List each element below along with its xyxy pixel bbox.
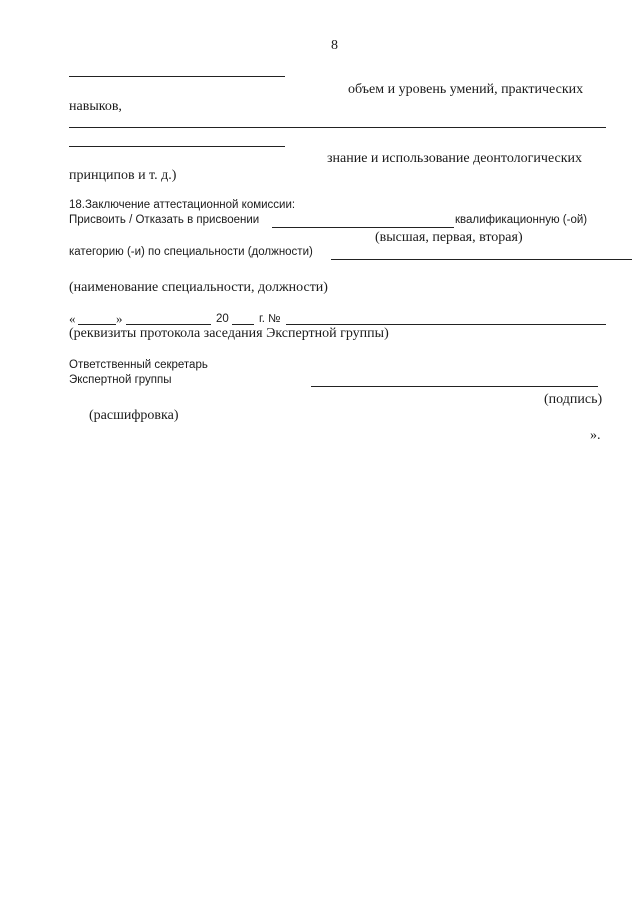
skills-caption: объем и уровень умений, практических [348, 82, 584, 97]
qualification-text: квалификационную (-ой) [455, 214, 588, 226]
protocol-number-fill-line [286, 324, 606, 325]
category-by-specialty: категорию (-и) по специальности (должности) [69, 246, 313, 258]
skills-fill-line [69, 76, 285, 77]
page-number: 8 [331, 38, 338, 53]
deontology-fill-line [69, 146, 285, 147]
specialty-fill-line [331, 259, 632, 260]
skills-fill-line-2 [69, 127, 606, 128]
year-fill-line [232, 324, 254, 325]
date-close-quote: » [116, 311, 123, 326]
signature-caption: (подпись) [544, 392, 603, 407]
date-open-quote: « [69, 311, 76, 326]
qualification-fill-line [272, 227, 454, 228]
section-18-heading: 18.Заключение аттестационной комиссии: [69, 199, 296, 211]
specialty-caption: (наименование специальности, должности) [69, 280, 328, 295]
protocol-number-label: г. № [259, 313, 281, 325]
secretary-line-1: Ответственный секретарь [69, 359, 208, 371]
closing-mark: ». [590, 428, 601, 443]
secretary-line-2: Экспертной группы [69, 374, 172, 386]
day-fill-line [78, 324, 116, 325]
month-fill-line [126, 324, 211, 325]
skills-caption-continued: навыков, [69, 99, 122, 114]
year-prefix: 20 [216, 313, 229, 325]
signature-fill-line [311, 386, 598, 387]
deontology-caption: знание и использование деонтологических [327, 151, 583, 166]
protocol-caption: (реквизиты протокола заседания Экспертной группы) [69, 326, 389, 341]
deontology-caption-continued: принципов и т. д.) [69, 168, 177, 183]
category-options: (высшая, первая, вторая) [375, 230, 523, 245]
decoding-caption: (расшифровка) [89, 408, 179, 423]
assign-refuse-text: Присвоить / Отказать в присвоении [69, 214, 260, 226]
